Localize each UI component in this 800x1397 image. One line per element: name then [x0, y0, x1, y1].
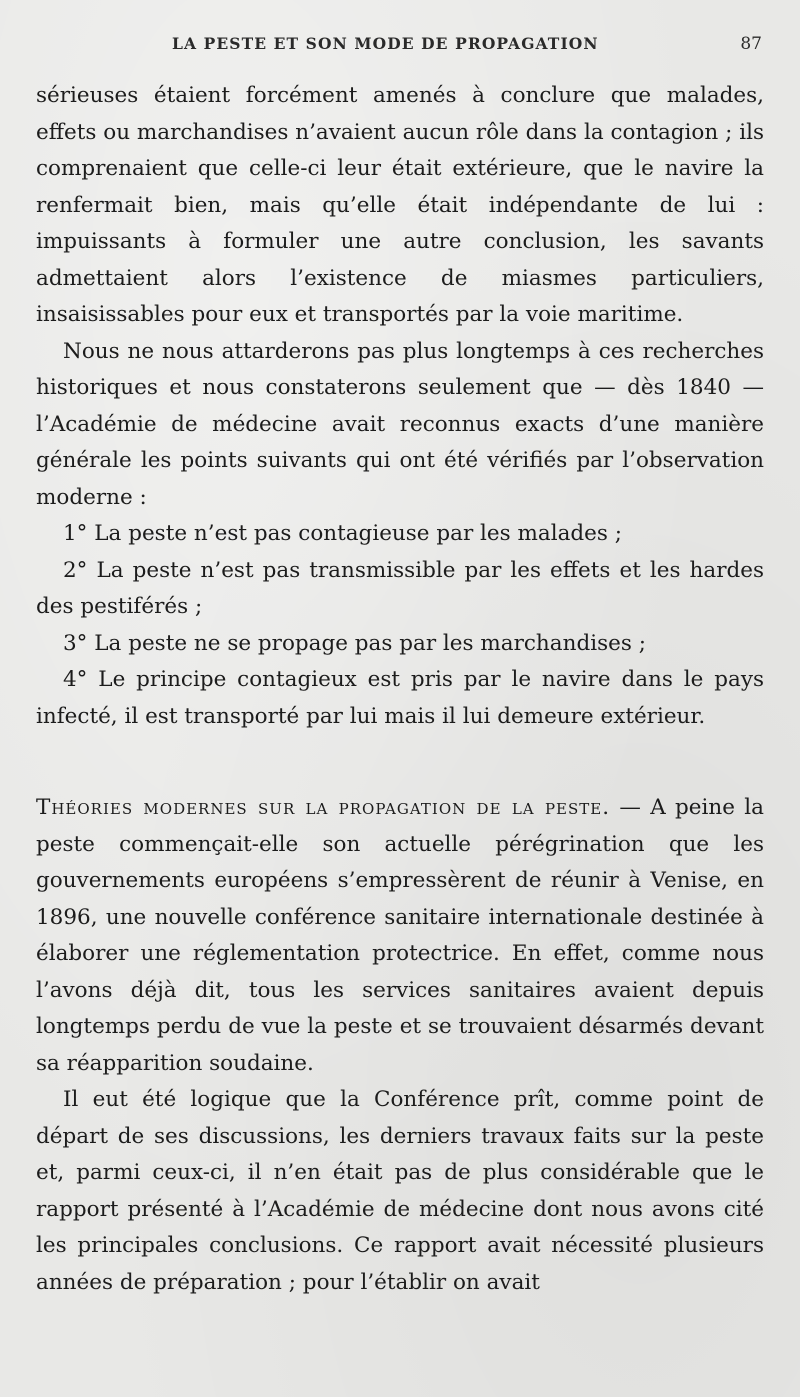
- list-item-2: 2° La peste n’est pas transmissible par les effets et les hardes des pestiférés ;: [36, 557, 764, 619]
- list-item-1: 1° La peste n’est pas contagieuse par les malades ;: [63, 521, 623, 546]
- running-header: [0, 34, 800, 58]
- page-number: 87: [740, 34, 762, 54]
- body-text: [36, 78, 764, 1301]
- paragraph-academie: Nous ne nous attarderons pas plus longtemps à ces recherches historiques et nous constaterons seulement que — dès 1840 — l’Académie de médecine avait reconnus exacts d’une manière générale les points suivants qui ont été vérifiés par l’observation moderne :: [36, 338, 764, 510]
- paragraph-conference: Il eut été logique que la Conférence prît, comme point de départ de ses discussions, les derniers travaux faits sur la peste et, parmi ceux-ci, il n’en était pas de plus considérable que le rapport présenté à l’Académie de médecine dont nous avons cité les principales conclusions. Ce rapport avait nécessité plusieurs années de préparation ; pour l’établir on avait: [36, 1087, 764, 1295]
- section-heading: Théories modernes sur la propagation de la peste.: [36, 795, 611, 820]
- running-title: LA PESTE ET SON MODE DE PROPAGATION: [172, 34, 599, 53]
- list-item-3: 3° La peste ne se propage pas par les marchandises ;: [63, 630, 646, 656]
- paragraph-continuation: sérieuses étaient forcément amenés à conclure que malades, effets ou marchandises n’avaient aucun rôle dans la contagion ; ils comprenaient que celle-ci leur était extérieure, que le navire la renfermait bien, mais qu’elle était indépendante de lui : impuissants à formuler une autre conclusion, les savants admettaient alors l’existence de miasmes particuliers, insaisissables pour eux et transportés par la voie maritime.: [36, 83, 764, 327]
- section-lead-text: — A peine la peste commençait-elle son actuelle pérégrination que les gouvernements européens s’empressèrent de réunir à Venise, en 1896, une nouvelle conférence sanitaire internationale destinée à élaborer une réglementation protectrice. En effet, comme nous l’avons déjà dit, tous les services sanitaires avaient depuis longtemps perdu de vue la peste et se trouvaient désarmés devant sa réapparition soudaine.: [36, 795, 764, 1076]
- section-spacer: [36, 735, 764, 790]
- list-item-4: 4° Le principe contagieux est pris par le navire dans le pays infecté, il est transporté par lui mais il lui demeure extérieur.: [36, 667, 764, 729]
- section-paragraph: [36, 790, 764, 1082]
